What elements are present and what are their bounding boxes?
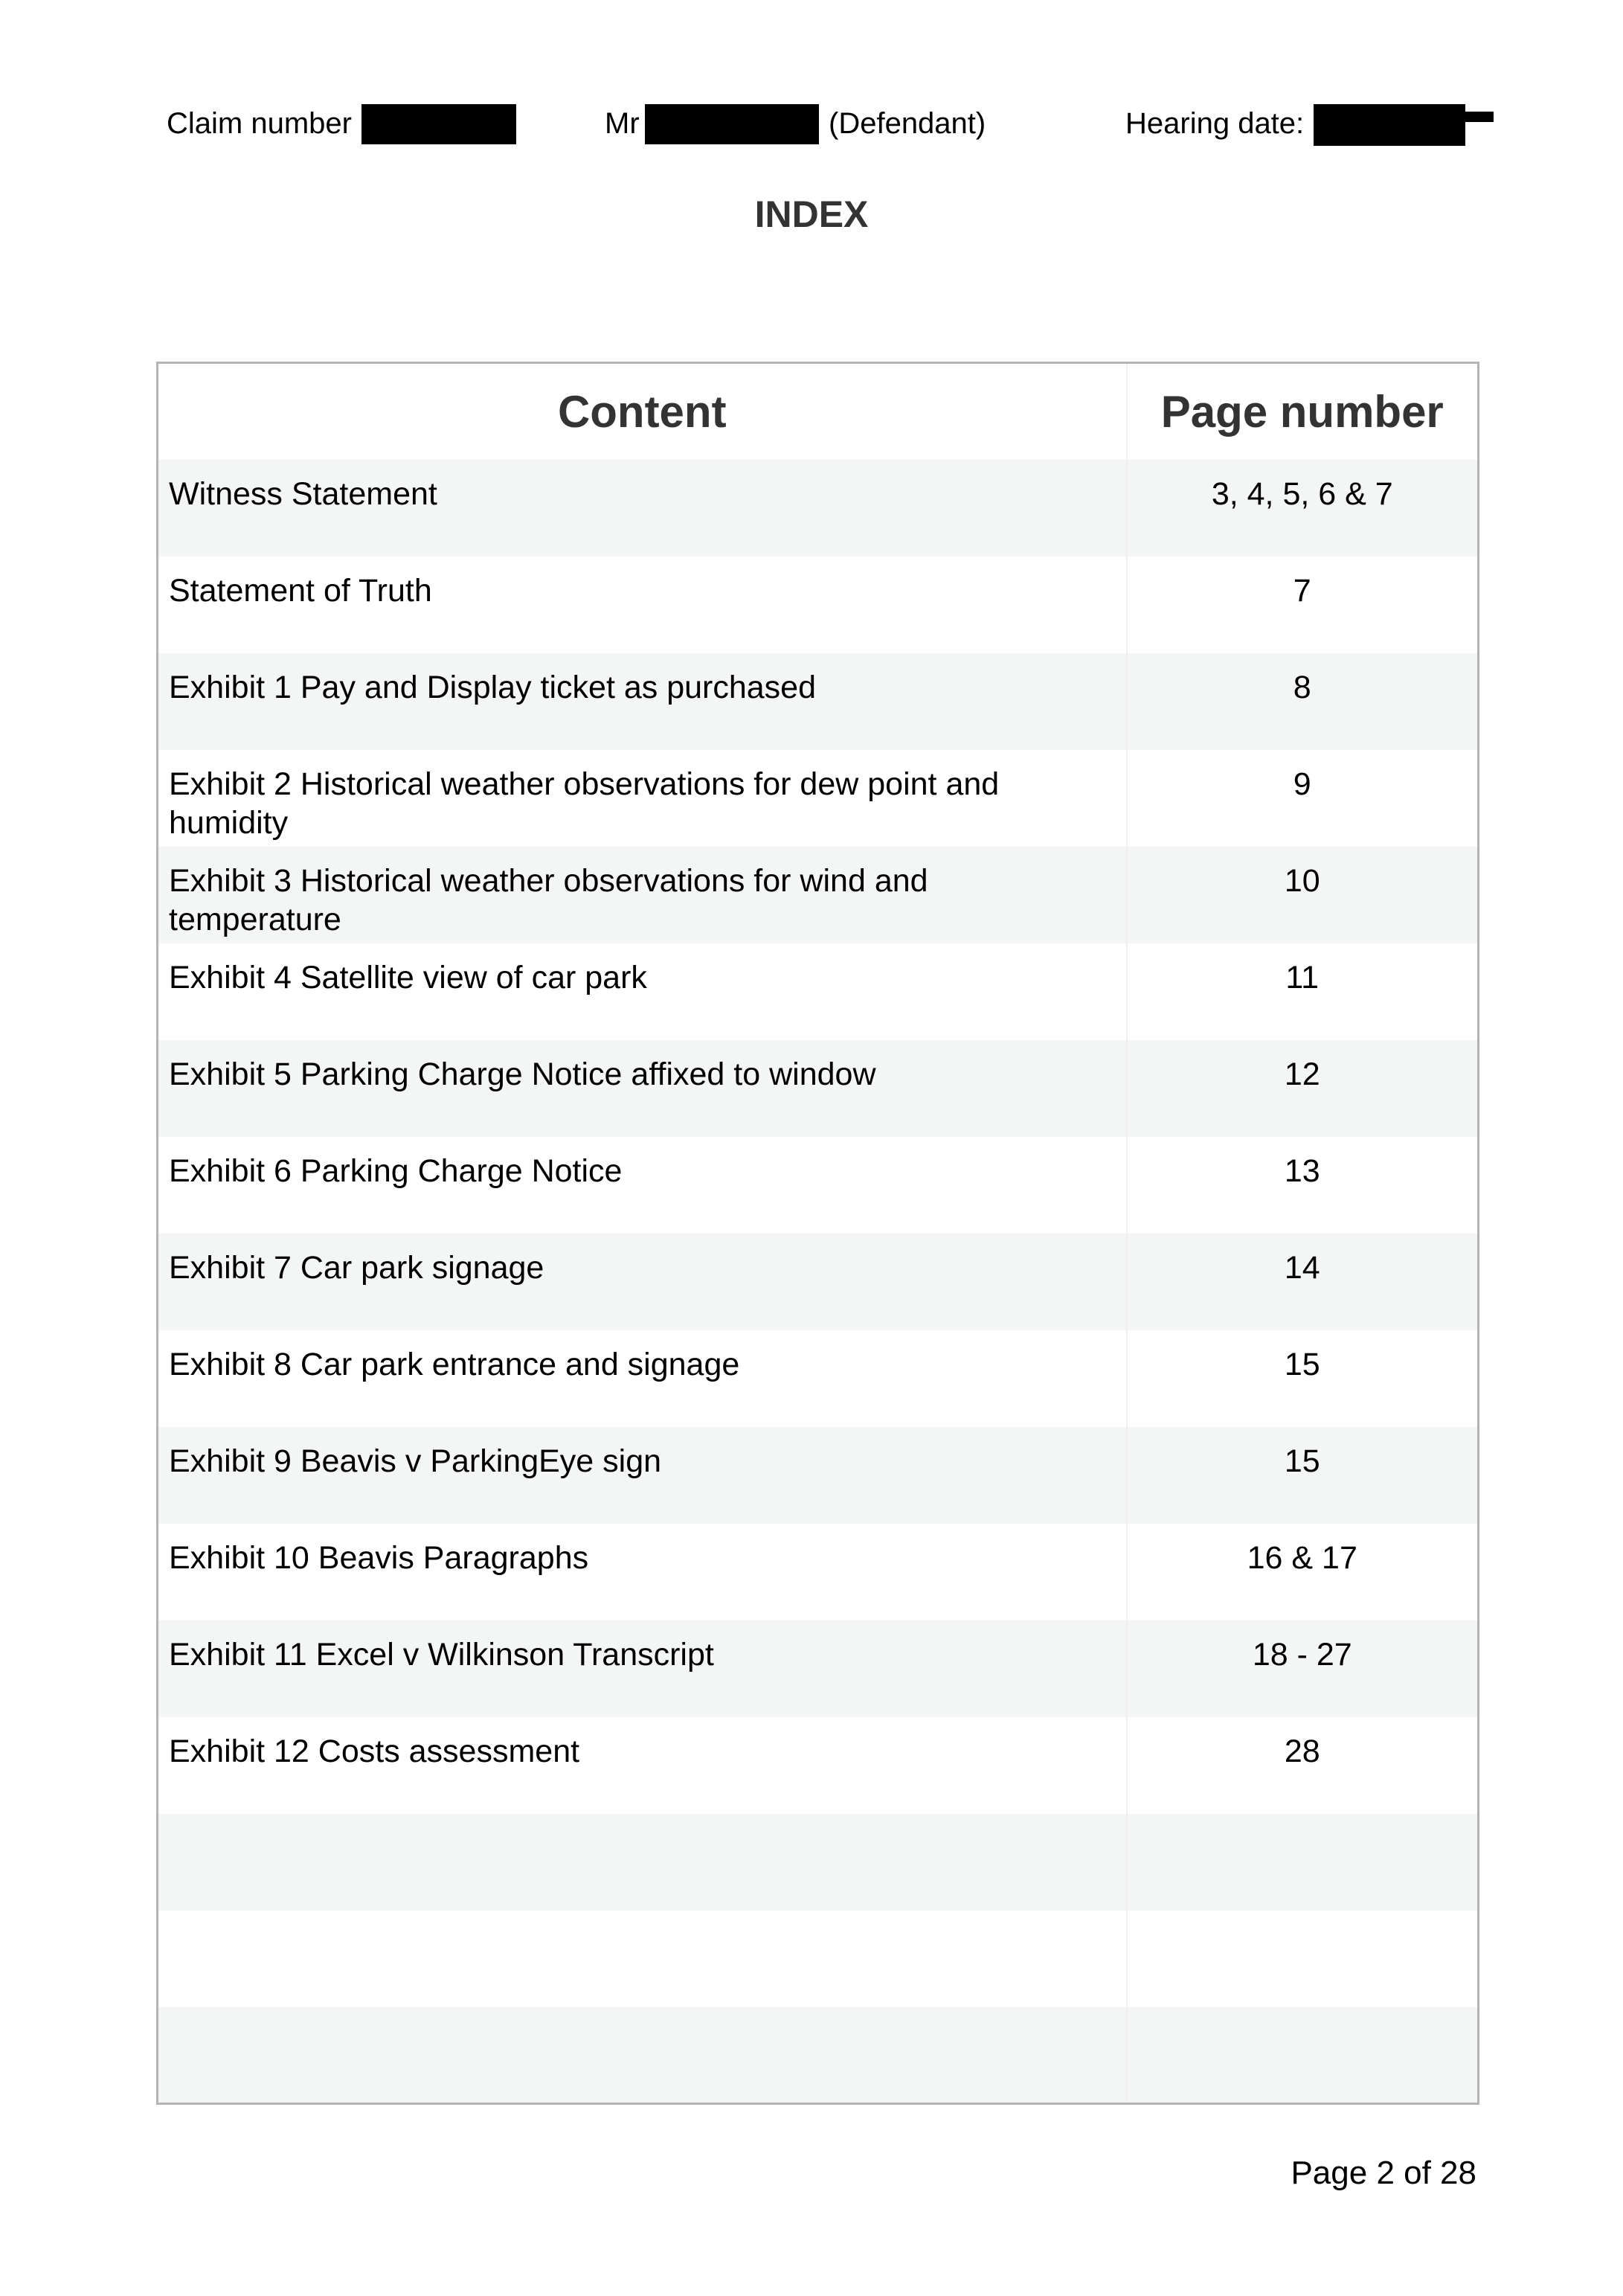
- row-content: Exhibit 9 Beavis v ParkingEye sign: [158, 1427, 1127, 1524]
- row-page-number: 28: [1127, 1717, 1479, 1814]
- content-column-header: Content: [557, 386, 727, 437]
- table-row: [158, 557, 1479, 653]
- table-row: [158, 653, 1479, 750]
- table-row: [158, 1040, 1479, 1137]
- row-content: [158, 1911, 1127, 2007]
- table-row: [158, 460, 1479, 557]
- row-page-number: 13: [1127, 1137, 1479, 1234]
- row-content: Exhibit 6 Parking Charge Notice: [169, 1152, 623, 1189]
- table-row-empty: [158, 1814, 1479, 1911]
- table-row: [158, 943, 1479, 1040]
- row-content: Exhibit 2 Historical weather observations for dew point and humidity: [169, 766, 1000, 841]
- redacted-hearing-date: [1314, 104, 1465, 146]
- row-content: Statement of Truth: [169, 572, 432, 609]
- page-number-footer: Page 2 of 28: [1291, 2155, 1476, 2191]
- table-row: [158, 1234, 1479, 1330]
- redacted-defendant-name: [645, 104, 819, 144]
- row-page-number: [1127, 2007, 1479, 2104]
- row-content: Exhibit 10 Beavis Paragraphs: [169, 1539, 589, 1576]
- table-row: [158, 1620, 1479, 1717]
- row-page-number: 12: [1127, 1040, 1479, 1137]
- defendant-label: (Defendant): [829, 107, 986, 140]
- table-row: [158, 1427, 1479, 1524]
- row-content: Witness Statement: [158, 460, 1127, 557]
- row-page-number: 15: [1127, 1330, 1479, 1427]
- page-number-column-header: Page number: [1127, 363, 1479, 460]
- row-page-number: 14: [1127, 1234, 1479, 1330]
- redaction-mark: [1464, 112, 1494, 122]
- table-row: [158, 1717, 1479, 1814]
- row-page-number: [1127, 1814, 1479, 1911]
- table-row: [158, 1330, 1479, 1427]
- row-content: Exhibit 3 Historical weather observations for wind and temperature: [158, 847, 1127, 943]
- row-page-number: 7: [1127, 557, 1479, 653]
- row-page-number: 10: [1127, 847, 1479, 943]
- table-row: [158, 1524, 1479, 1620]
- table-row-empty: [158, 2007, 1479, 2104]
- claim-number-label: Claim number: [167, 107, 352, 140]
- index-table: [156, 362, 1479, 2105]
- row-page-number: [1127, 1911, 1479, 2007]
- row-content: Exhibit 7 Car park signage: [158, 1234, 1127, 1330]
- row-page-number: 8: [1127, 653, 1479, 750]
- row-content: Exhibit 8 Car park entrance and signage: [169, 1346, 740, 1382]
- row-page-number: 16 & 17: [1127, 1524, 1479, 1620]
- table-row: [158, 1137, 1479, 1234]
- row-content: Exhibit 11 Excel v Wilkinson Transcript: [158, 1620, 1127, 1717]
- row-page-number: 15: [1127, 1427, 1479, 1524]
- table-row: [158, 750, 1479, 847]
- redacted-claim-number: [361, 104, 516, 144]
- row-page-number: 3, 4, 5, 6 & 7: [1127, 460, 1479, 557]
- row-content: Exhibit 4 Satellite view of car park: [169, 959, 647, 995]
- row-content: Exhibit 12 Costs assessment: [169, 1733, 580, 1769]
- row-content: Exhibit 1 Pay and Display ticket as purchased: [158, 653, 1127, 750]
- page-title: INDEX: [754, 193, 869, 235]
- row-page-number: 11: [1127, 943, 1479, 1040]
- table-row-empty: [158, 1911, 1479, 2007]
- row-content: [158, 1814, 1127, 1911]
- row-content: [158, 2007, 1127, 2104]
- table-row: [158, 847, 1479, 943]
- table-header-row: [158, 363, 1479, 460]
- hearing-date-label: Hearing date:: [1125, 107, 1305, 140]
- row-content: Exhibit 5 Parking Charge Notice affixed to window: [158, 1040, 1127, 1137]
- row-page-number: 9: [1127, 750, 1479, 847]
- row-page-number: 18 - 27: [1127, 1620, 1479, 1717]
- mr-label: Mr: [605, 107, 640, 140]
